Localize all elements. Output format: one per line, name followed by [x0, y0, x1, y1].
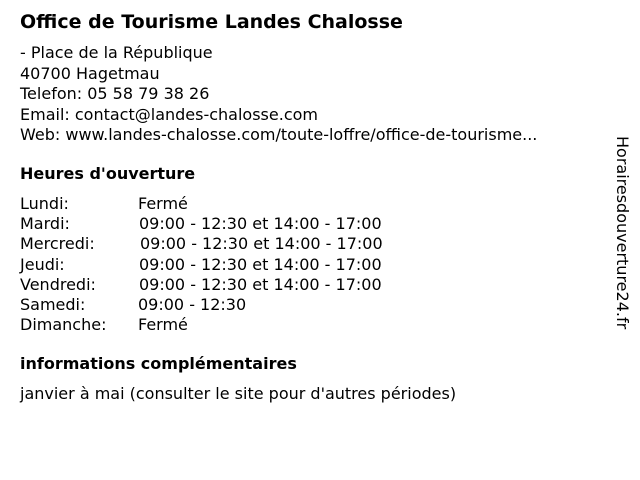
- hours-value: 09:00 - 12:30 et 14:00 - 17:00: [139, 274, 382, 294]
- day-label: Mardi:: [20, 214, 70, 234]
- web-line: Web: www.landes-chalosse.com/toute-loffre/office-de-tourisme...: [20, 125, 538, 144]
- hours-value: 09:00 - 12:30 et 14:00 - 17:00: [139, 214, 382, 234]
- address-line-city: 40700 Hagetmau: [20, 63, 160, 83]
- day-label: Vendredi:: [20, 274, 96, 294]
- hours-value: Fermé: [138, 194, 188, 213]
- hours-value: Fermé: [138, 315, 188, 335]
- hours-value: 09:00 - 12:30: [138, 294, 247, 314]
- day-label: Lundi:: [20, 194, 69, 213]
- hours-value: 09:00 - 12:30 et 14:00 - 17:00: [139, 254, 382, 274]
- site-watermark: [612, 136, 632, 372]
- opening-hours-heading: Heures d'ouverture: [20, 164, 196, 183]
- phone-line: Telefon: 05 58 79 38 26: [20, 84, 210, 103]
- hours-value: 09:00 - 12:30 et 14:00 - 17:00: [140, 234, 383, 254]
- address-line-street: - Place de la République: [20, 43, 213, 62]
- additional-info-heading: informations complémentaires: [20, 354, 297, 373]
- watermark-text: Horairesdouverture24.fr: [613, 136, 632, 330]
- email-line: Email: contact@landes-chalosse.com: [20, 104, 318, 124]
- day-label: Jeudi:: [20, 254, 65, 274]
- day-label: Dimanche:: [20, 315, 107, 335]
- contact-details: [20, 43, 537, 146]
- page-title: Office de Tourisme Landes Chalosse: [20, 11, 403, 33]
- day-label: Samedi:: [20, 294, 86, 314]
- day-label: Mercredi:: [20, 234, 95, 254]
- additional-info-text: janvier à mai (consulter le site pour d'autres périodes): [20, 384, 457, 403]
